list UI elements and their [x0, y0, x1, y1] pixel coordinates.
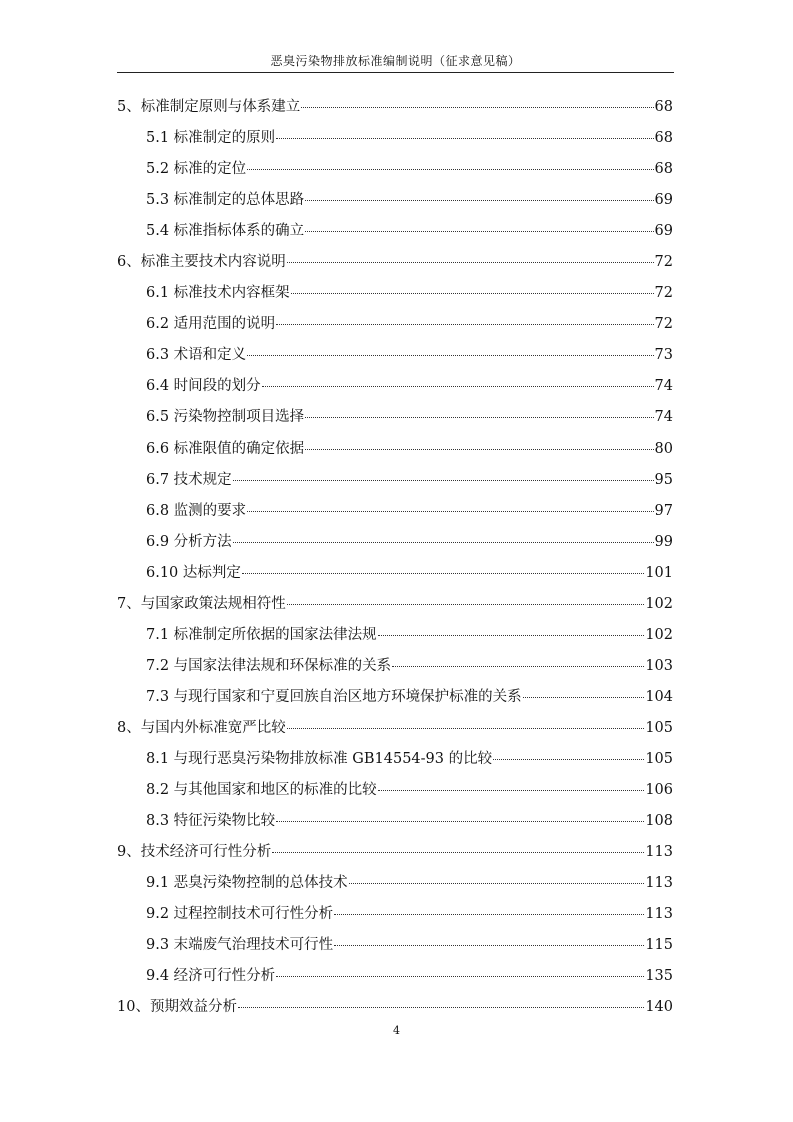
- toc-section-entry[interactable]: [0, 837, 793, 868]
- toc-subsection-entry[interactable]: [0, 868, 793, 899]
- running-header: 恶臭污染物排放标准编制说明（征求意见稿）: [270, 54, 521, 68]
- toc-entry-page-number: 95: [654, 471, 673, 488]
- toc-subsection-entry[interactable]: [0, 371, 793, 402]
- dot-leader: [276, 137, 653, 139]
- toc-subsection-entry[interactable]: [0, 744, 793, 775]
- toc-entry-page-number: 101: [645, 564, 673, 581]
- toc-entry-title: 8.2 与其他国家和地区的标准的比较: [146, 782, 377, 799]
- dot-leader: [334, 944, 644, 946]
- toc-entry-title: 9.2 过程控制技术可行性分析: [146, 906, 334, 923]
- toc-entry-title: 6.8 监测的要求: [146, 502, 247, 519]
- toc-entry-page-number: 97: [654, 502, 673, 519]
- dot-leader: [238, 1006, 644, 1008]
- dot-leader: [287, 261, 654, 263]
- toc-subsection-entry[interactable]: [0, 340, 793, 371]
- dot-leader: [305, 199, 653, 201]
- dot-leader: [378, 789, 645, 791]
- dot-leader: [291, 292, 654, 294]
- toc-entry-page-number: 106: [645, 782, 673, 799]
- toc-subsection-entry[interactable]: [0, 682, 793, 713]
- toc-subsection-entry[interactable]: [0, 961, 793, 992]
- dot-leader: [287, 603, 645, 605]
- toc-entry-page-number: 68: [654, 130, 673, 147]
- toc-entry-page-number: 102: [645, 595, 673, 612]
- toc-entry-title: 8.3 特征污染物比较: [146, 813, 276, 830]
- toc-entry-page-number: 72: [654, 316, 673, 333]
- toc-subsection-entry[interactable]: [0, 899, 793, 930]
- toc-entry-page-number: 69: [654, 223, 673, 240]
- toc-entry-title: 7.1 标准制定所依据的国家法律法规: [146, 626, 377, 643]
- toc-entry-page-number: 80: [654, 440, 673, 457]
- toc-entry-title: 6.4 时间段的划分: [146, 378, 261, 395]
- toc-subsection-entry[interactable]: [0, 185, 793, 216]
- dot-leader: [493, 758, 644, 760]
- dot-leader: [392, 665, 644, 667]
- toc-entry-title: 5.2 标准的定位: [146, 161, 247, 178]
- toc-subsection-entry[interactable]: [0, 216, 793, 247]
- toc-subsection-entry[interactable]: [0, 558, 793, 589]
- toc-subsection-entry[interactable]: [0, 496, 793, 527]
- dot-leader: [272, 851, 644, 853]
- toc-entry-title: 9.1 恶臭污染物控制的总体技术: [146, 875, 348, 892]
- dot-leader: [276, 820, 644, 822]
- toc-entry-title: 7、与国家政策法规相符性: [117, 595, 286, 612]
- toc-entry-page-number: 113: [645, 875, 673, 892]
- toc-section-entry[interactable]: [0, 247, 793, 278]
- toc-entry-page-number: 99: [654, 533, 673, 550]
- toc-entry-page-number: 135: [645, 968, 673, 985]
- toc-subsection-entry[interactable]: [0, 154, 793, 185]
- dot-leader: [262, 385, 654, 387]
- table-of-contents: [0, 92, 793, 1023]
- toc-entry-title: 8、与国内外标准宽严比较: [117, 719, 286, 736]
- dot-leader: [276, 323, 653, 325]
- toc-entry-page-number: 69: [654, 192, 673, 209]
- toc-subsection-entry[interactable]: [0, 620, 793, 651]
- toc-entry-page-number: 72: [654, 285, 673, 302]
- toc-subsection-entry[interactable]: [0, 309, 793, 340]
- toc-entry-title: 6、标准主要技术内容说明: [117, 254, 286, 271]
- toc-entry-page-number: 108: [645, 813, 673, 830]
- toc-entry-page-number: 74: [654, 409, 673, 426]
- toc-subsection-entry[interactable]: [0, 775, 793, 806]
- dot-leader: [287, 727, 645, 729]
- dot-leader: [523, 696, 645, 698]
- dot-leader: [349, 882, 645, 884]
- toc-entry-page-number: 104: [645, 688, 673, 705]
- toc-entry-page-number: 73: [654, 347, 673, 364]
- toc-entry-title: 6.6 标准限值的确定依据: [146, 440, 305, 457]
- toc-entry-title: 6.1 标准技术内容框架: [146, 285, 290, 302]
- toc-subsection-entry[interactable]: [0, 527, 793, 558]
- dot-leader: [233, 479, 654, 481]
- toc-entry-page-number: 103: [645, 657, 673, 674]
- toc-entry-title: 6.5 污染物控制项目选择: [146, 409, 305, 426]
- dot-leader: [305, 230, 653, 232]
- toc-entry-title: 7.2 与国家法律法规和环保标准的关系: [146, 657, 392, 674]
- toc-subsection-entry[interactable]: [0, 402, 793, 433]
- toc-entry-title: 5.3 标准制定的总体思路: [146, 192, 305, 209]
- toc-entry-page-number: 74: [654, 378, 673, 395]
- toc-entry-title: 5、标准制定原则与体系建立: [117, 99, 301, 115]
- toc-section-entry[interactable]: [0, 92, 793, 123]
- dot-leader: [233, 541, 654, 543]
- dot-leader: [242, 572, 644, 574]
- toc-entry-page-number: 115: [645, 937, 673, 954]
- toc-entry-title: 8.1 与现行恶臭污染物排放标准 GB14554-93 的比较: [146, 750, 493, 767]
- toc-entry-title: 7.3 与现行国家和宁夏回族自治区地方环境保护标准的关系: [146, 688, 522, 705]
- toc-entry-title: 6.10 达标判定: [146, 564, 241, 581]
- toc-entry-title: 9.3 末端废气治理技术可行性: [146, 937, 334, 954]
- toc-entry-page-number: 68: [654, 161, 673, 178]
- toc-subsection-entry[interactable]: [0, 806, 793, 837]
- header-divider: [117, 72, 674, 73]
- toc-entry-title: 6.3 术语和定义: [146, 347, 247, 364]
- toc-subsection-entry[interactable]: [0, 278, 793, 309]
- dot-leader: [305, 448, 653, 450]
- toc-entry-page-number: 113: [645, 844, 673, 861]
- toc-section-entry[interactable]: [0, 992, 793, 1023]
- toc-section-entry[interactable]: [0, 713, 793, 744]
- toc-entry-page-number: 113: [645, 906, 673, 923]
- toc-entry-title: 5.4 标准指标体系的确立: [146, 223, 305, 240]
- dot-leader: [247, 168, 653, 170]
- toc-entry-page-number: 105: [645, 750, 673, 767]
- toc-subsection-entry[interactable]: [0, 651, 793, 682]
- dot-leader: [305, 416, 653, 418]
- dot-leader: [301, 106, 653, 108]
- toc-entry-page-number: 68: [654, 99, 673, 115]
- dot-leader: [247, 510, 653, 512]
- toc-entry-page-number: 105: [645, 719, 673, 736]
- toc-subsection-entry[interactable]: [0, 123, 793, 154]
- dot-leader: [276, 975, 644, 977]
- dot-leader: [378, 634, 645, 636]
- dot-leader: [247, 354, 653, 356]
- dot-leader: [334, 913, 644, 915]
- toc-entry-title: 9、技术经济可行性分析: [117, 844, 272, 861]
- toc-entry-title: 5.1 标准制定的原则: [146, 130, 276, 147]
- toc-entry-title: 6.2 适用范围的说明: [146, 316, 276, 333]
- toc-section-entry[interactable]: [0, 589, 793, 620]
- toc-entry-title: 9.4 经济可行性分析: [146, 968, 276, 985]
- toc-subsection-entry[interactable]: [0, 434, 793, 465]
- toc-entry-page-number: 102: [645, 626, 673, 643]
- toc-entry-title: 6.9 分析方法: [146, 533, 232, 550]
- toc-subsection-entry[interactable]: [0, 465, 793, 496]
- toc-subsection-entry[interactable]: [0, 930, 793, 961]
- toc-entry-page-number: 72: [654, 254, 673, 271]
- page-number: 4: [393, 1024, 400, 1037]
- toc-entry-title: 10、预期效益分析: [117, 999, 237, 1016]
- toc-entry-title: 6.7 技术规定: [146, 471, 232, 488]
- toc-entry-page-number: 140: [645, 999, 673, 1016]
